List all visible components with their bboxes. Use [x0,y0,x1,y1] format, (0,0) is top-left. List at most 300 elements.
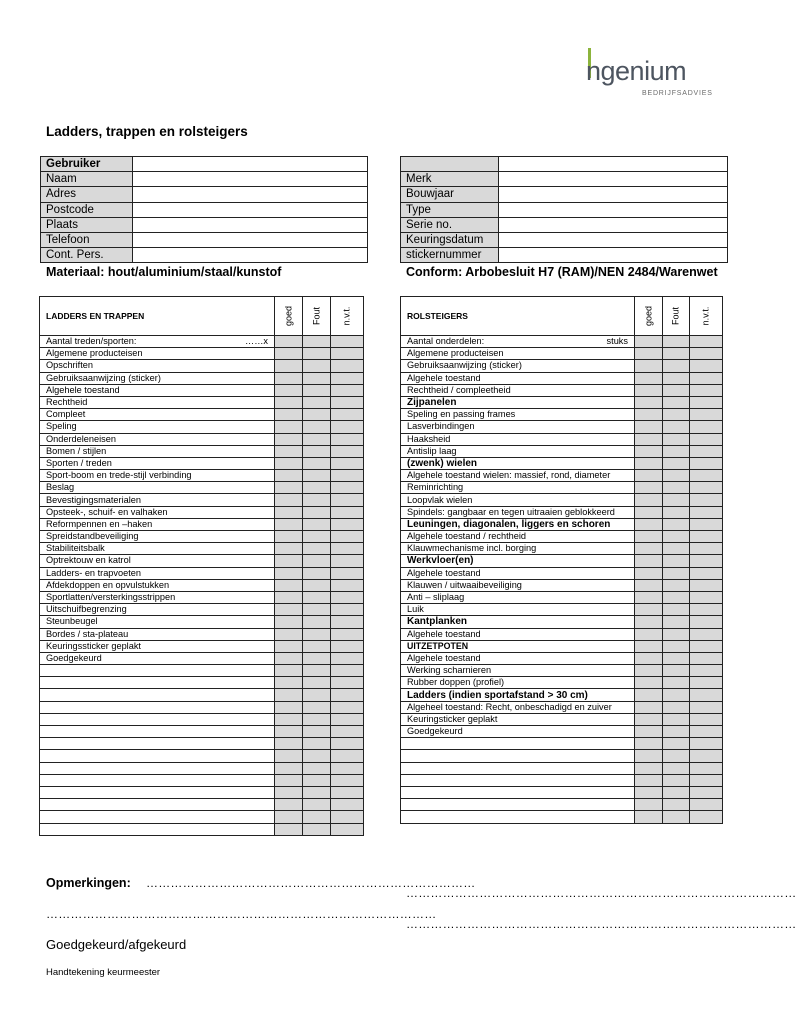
ladders-check-cell-goed[interactable] [275,628,303,640]
ladders-check-cell-goed[interactable] [275,652,303,664]
ladders-check-cell-goed[interactable] [275,713,303,725]
rolsteigers-check-cell-goed[interactable] [635,518,663,530]
rolsteigers-check-cell-Fout[interactable] [663,713,690,725]
rolsteigers-check-cell-goed[interactable] [635,604,663,616]
rolsteigers-check-cell-goed[interactable] [635,457,663,469]
rolsteigers-check-cell-nvt[interactable] [690,518,723,530]
ladders-empty-label-field[interactable] [40,786,275,798]
remarks-label: Opmerkingen: [46,876,131,890]
ladders-check-cell-Fout[interactable] [303,482,331,494]
ladders-check-cell-nvt[interactable] [331,823,364,835]
ladders-check-cell-Fout[interactable] [303,567,331,579]
rolsteigers-check-cell-Fout[interactable] [663,384,690,396]
ladders-empty-label-field[interactable] [40,750,275,762]
rolsteigers-check-cell-nvt[interactable] [690,372,723,384]
rolsteigers-check-cell-Fout[interactable] [663,555,690,567]
rolsteigers-check-cell-Fout[interactable] [663,567,690,579]
rolsteigers-check-cell-Fout[interactable] [663,409,690,421]
rolsteigers-check-cell-Fout[interactable] [663,665,690,677]
ladders-check-cell-nvt[interactable] [331,433,364,445]
ladders-check-cell-nvt[interactable] [331,384,364,396]
ladders-check-cell-goed[interactable] [275,555,303,567]
ladders-check-cell-goed[interactable] [275,433,303,445]
ladders-check-cell-nvt[interactable] [331,665,364,677]
ladders-check-cell-goed[interactable] [275,348,303,360]
ladders-check-cell-Fout[interactable] [303,762,331,774]
ladders-check-cell-nvt[interactable] [331,726,364,738]
rolsteigers-check-cell-nvt[interactable] [690,543,723,555]
ladders-check-cell-Fout[interactable] [303,409,331,421]
rolsteigers-check-cell-Fout[interactable] [663,579,690,591]
ladders-check-cell-nvt[interactable] [331,470,364,482]
ladders-empty-label-field[interactable] [40,713,275,725]
device-info-value-field[interactable] [499,187,728,202]
ladders-check-cell-goed[interactable] [275,579,303,591]
ladders-check-cell-goed[interactable] [275,445,303,457]
rolsteigers-check-cell-Fout[interactable] [663,628,690,640]
ladders-empty-label-field[interactable] [40,774,275,786]
ladders-check-cell-nvt[interactable] [331,689,364,701]
ladders-check-cell-Fout[interactable] [303,445,331,457]
ladders-check-cell-nvt[interactable] [331,799,364,811]
material-line: Materiaal: hout/aluminium/staal/kunstof [46,265,282,279]
ladders-empty-label-field[interactable] [40,823,275,835]
ladders-check-cell-goed[interactable] [275,360,303,372]
rolsteigers-check-cell-Fout[interactable] [663,445,690,457]
rolsteigers-empty-label-field[interactable] [401,762,635,774]
ladders-check-cell-nvt[interactable] [331,421,364,433]
ladders-check-cell-goed[interactable] [275,750,303,762]
ladders-check-cell-Fout[interactable] [303,652,331,664]
ladders-check-cell-goed[interactable] [275,543,303,555]
rolsteigers-check-cell-goed[interactable] [635,726,663,738]
rolsteigers-check-cell-goed[interactable] [635,750,663,762]
ladders-check-cell-Fout[interactable] [303,665,331,677]
rolsteigers-check-cell-goed[interactable] [635,445,663,457]
rolsteigers-check-cell-goed[interactable] [635,677,663,689]
ladders-check-cell-nvt[interactable] [331,701,364,713]
rolsteigers-check-cell-Fout[interactable] [663,726,690,738]
ladders-check-cell-goed[interactable] [275,823,303,835]
ladders-check-cell-nvt[interactable] [331,457,364,469]
ladders-check-cell-goed[interactable] [275,409,303,421]
rolsteigers-check-cell-nvt[interactable] [690,689,723,701]
rolsteigers-check-cell-Fout[interactable] [663,689,690,701]
user-info-value-field[interactable] [133,232,368,247]
ladders-check-cell-Fout[interactable] [303,604,331,616]
ladders-check-cell-goed[interactable] [275,604,303,616]
ladders-check-cell-Fout[interactable] [303,396,331,408]
device-info-heading-value-field[interactable] [499,157,728,172]
ladders-check-cell-nvt[interactable] [331,750,364,762]
rolsteigers-check-cell-goed[interactable] [635,579,663,591]
ladders-check-cell-nvt[interactable] [331,604,364,616]
ladders-check-cell-nvt[interactable] [331,677,364,689]
user-info-value-field[interactable] [133,248,368,263]
ladders-check-cell-goed[interactable] [275,774,303,786]
ladders-check-cell-goed[interactable] [275,665,303,677]
ladders-empty-label-field[interactable] [40,811,275,823]
ladders-check-cell-goed[interactable] [275,738,303,750]
ladders-check-cell-nvt[interactable] [331,811,364,823]
ladders-check-cell-goed[interactable] [275,494,303,506]
rolsteigers-check-cell-nvt[interactable] [690,628,723,640]
rolsteigers-check-cell-Fout[interactable] [663,494,690,506]
rolsteigers-check-cell-nvt[interactable] [690,616,723,628]
rolsteigers-item-label: Werkvloer(en) [401,555,635,567]
ladders-check-cell-nvt[interactable] [331,372,364,384]
ladders-check-cell-Fout[interactable] [303,372,331,384]
rolsteigers-check-cell-nvt[interactable] [690,348,723,360]
rolsteigers-check-cell-Fout[interactable] [663,750,690,762]
rolsteigers-check-cell-goed[interactable] [635,701,663,713]
rolsteigers-check-cell-Fout[interactable] [663,531,690,543]
rolsteigers-check-cell-goed[interactable] [635,348,663,360]
rolsteigers-check-cell-Fout[interactable] [663,518,690,530]
ladders-check-cell-goed[interactable] [275,701,303,713]
rolsteigers-check-cell-goed[interactable] [635,591,663,603]
ladders-check-cell-goed[interactable] [275,762,303,774]
rolsteigers-check-cell-nvt[interactable] [690,677,723,689]
rolsteigers-check-cell-goed[interactable] [635,531,663,543]
user-info-value-field[interactable] [133,217,368,232]
ladders-check-cell-nvt[interactable] [331,762,364,774]
rolsteigers-empty-label-field[interactable] [401,799,635,811]
ladders-check-cell-Fout[interactable] [303,433,331,445]
ladders-check-cell-nvt[interactable] [331,543,364,555]
rolsteigers-check-cell-nvt[interactable] [690,470,723,482]
rolsteigers-check-cell-goed[interactable] [635,567,663,579]
rolsteigers-check-cell-goed[interactable] [635,433,663,445]
rolsteigers-check-cell-goed[interactable] [635,799,663,811]
rolsteigers-check-cell-goed[interactable] [635,494,663,506]
ladders-check-cell-nvt[interactable] [331,713,364,725]
rolsteigers-check-cell-nvt[interactable] [690,409,723,421]
rolsteigers-check-cell-nvt[interactable] [690,579,723,591]
rolsteigers-check-cell-nvt[interactable] [690,701,723,713]
ladders-check-cell-Fout[interactable] [303,640,331,652]
ladders-check-cell-goed[interactable] [275,811,303,823]
ladders-check-cell-nvt[interactable] [331,628,364,640]
ladders-empty-label-field[interactable] [40,701,275,713]
ladders-check-cell-goed[interactable] [275,457,303,469]
ladders-check-cell-Fout[interactable] [303,360,331,372]
rolsteigers-check-cell-goed[interactable] [635,555,663,567]
rolsteigers-check-cell-nvt[interactable] [690,384,723,396]
rolsteigers-check-cell-Fout[interactable] [663,372,690,384]
rolsteigers-check-cell-goed[interactable] [635,384,663,396]
ladders-check-cell-Fout[interactable] [303,811,331,823]
rolsteigers-check-cell-Fout[interactable] [663,774,690,786]
ladders-check-cell-Fout[interactable] [303,470,331,482]
ladders-empty-label-field[interactable] [40,677,275,689]
rolsteigers-check-cell-Fout[interactable] [663,543,690,555]
rolsteigers-check-cell-nvt[interactable] [690,799,723,811]
rolsteigers-check-cell-nvt[interactable] [690,665,723,677]
ladders-check-cell-nvt[interactable] [331,348,364,360]
rolsteigers-check-cell-nvt[interactable] [690,652,723,664]
ladders-check-cell-goed[interactable] [275,518,303,530]
ladders-check-cell-nvt[interactable] [331,616,364,628]
rolsteigers-check-cell-goed[interactable] [635,470,663,482]
ladders-check-cell-Fout[interactable] [303,336,331,348]
rolsteigers-check-cell-Fout[interactable] [663,336,690,348]
rolsteigers-check-cell-goed[interactable] [635,811,663,823]
rolsteigers-check-cell-nvt[interactable] [690,421,723,433]
ladders-item-row [40,591,364,603]
ladders-check-cell-Fout[interactable] [303,750,331,762]
rolsteigers-check-cell-goed[interactable] [635,628,663,640]
ladders-check-cell-nvt[interactable] [331,445,364,457]
rolsteigers-check-cell-Fout[interactable] [663,640,690,652]
ladders-empty-label-field[interactable] [40,665,275,677]
rolsteigers-check-cell-nvt[interactable] [690,506,723,518]
ladders-check-cell-nvt[interactable] [331,555,364,567]
user-info-value-field[interactable] [133,172,368,187]
ladders-check-cell-goed[interactable] [275,591,303,603]
ladders-check-cell-Fout[interactable] [303,591,331,603]
rolsteigers-check-cell-Fout[interactable] [663,652,690,664]
rolsteigers-empty-label-field[interactable] [401,750,635,762]
ladders-empty-label-field[interactable] [40,762,275,774]
ladders-check-cell-goed[interactable] [275,506,303,518]
rolsteigers-check-cell-nvt[interactable] [690,336,723,348]
rolsteigers-check-cell-nvt[interactable] [690,774,723,786]
ladders-check-cell-nvt[interactable] [331,531,364,543]
rolsteigers-check-cell-nvt[interactable] [690,738,723,750]
device-info-value-field[interactable] [499,202,728,217]
rolsteigers-item-row [401,360,723,372]
rolsteigers-check-cell-nvt[interactable] [690,762,723,774]
rolsteigers-check-cell-goed[interactable] [635,336,663,348]
rolsteigers-empty-label-field[interactable] [401,811,635,823]
ladders-check-cell-goed[interactable] [275,384,303,396]
ladders-check-cell-Fout[interactable] [303,506,331,518]
ladders-check-cell-Fout[interactable] [303,774,331,786]
rolsteigers-empty-label-field[interactable] [401,738,635,750]
rolsteigers-check-cell-nvt[interactable] [690,457,723,469]
device-info-value-field[interactable] [499,172,728,187]
ladders-check-cell-nvt[interactable] [331,360,364,372]
rolsteigers-check-cell-goed[interactable] [635,482,663,494]
ladders-check-cell-Fout[interactable] [303,543,331,555]
ladders-check-cell-Fout[interactable] [303,348,331,360]
ladders-check-cell-goed[interactable] [275,689,303,701]
rolsteigers-check-cell-nvt[interactable] [690,750,723,762]
rolsteigers-check-cell-nvt[interactable] [690,811,723,823]
rolsteigers-empty-label-field[interactable] [401,786,635,798]
ladders-check-cell-goed[interactable] [275,470,303,482]
device-info-value-field[interactable] [499,248,728,263]
ladders-check-cell-nvt[interactable] [331,518,364,530]
rolsteigers-check-cell-nvt[interactable] [690,531,723,543]
rolsteigers-check-cell-Fout[interactable] [663,762,690,774]
rolsteigers-check-cell-goed[interactable] [635,665,663,677]
ladders-check-cell-goed[interactable] [275,336,303,348]
rolsteigers-check-cell-goed[interactable] [635,372,663,384]
rolsteigers-check-cell-Fout[interactable] [663,799,690,811]
rolsteigers-item-label: Reminrichting [401,482,635,494]
ladders-check-cell-goed[interactable] [275,786,303,798]
ladders-check-cell-Fout[interactable] [303,689,331,701]
ladders-check-cell-Fout[interactable] [303,494,331,506]
rolsteigers-empty-row [401,762,723,774]
ladders-check-cell-Fout[interactable] [303,786,331,798]
rolsteigers-empty-label-field[interactable] [401,774,635,786]
rolsteigers-check-cell-nvt[interactable] [690,713,723,725]
rolsteigers-check-cell-Fout[interactable] [663,482,690,494]
rolsteigers-check-cell-goed[interactable] [635,396,663,408]
rolsteigers-check-cell-Fout[interactable] [663,421,690,433]
ladders-check-cell-nvt[interactable] [331,506,364,518]
ladders-item-label: Compleet [40,409,275,421]
rolsteigers-check-cell-goed[interactable] [635,506,663,518]
ladders-check-cell-goed[interactable] [275,421,303,433]
rolsteigers-check-cell-Fout[interactable] [663,786,690,798]
rolsteigers-check-cell-nvt[interactable] [690,604,723,616]
ladders-empty-label-field[interactable] [40,799,275,811]
rolsteigers-check-cell-Fout[interactable] [663,604,690,616]
ladders-check-cell-Fout[interactable] [303,823,331,835]
rolsteigers-check-cell-goed[interactable] [635,409,663,421]
device-info-value-field[interactable] [499,232,728,247]
rolsteigers-check-cell-Fout[interactable] [663,433,690,445]
rolsteigers-check-cell-goed[interactable] [635,738,663,750]
rolsteigers-check-cell-nvt[interactable] [690,396,723,408]
user-info-row [41,202,368,217]
ladders-check-cell-nvt[interactable] [331,579,364,591]
ladders-check-cell-Fout[interactable] [303,726,331,738]
ladders-empty-row [40,811,364,823]
ladders-check-cell-goed[interactable] [275,726,303,738]
rolsteigers-check-cell-goed[interactable] [635,652,663,664]
ladders-check-cell-nvt[interactable] [331,567,364,579]
ladders-item-row [40,652,364,664]
ladders-check-cell-nvt[interactable] [331,336,364,348]
rolsteigers-item-row [401,701,723,713]
rolsteigers-check-cell-Fout[interactable] [663,506,690,518]
rolsteigers-check-cell-nvt[interactable] [690,591,723,603]
rolsteigers-item-label: Anti – sliplaag [401,591,635,603]
ladders-item-row [40,531,364,543]
ladders-check-cell-goed[interactable] [275,396,303,408]
rolsteigers-check-cell-goed[interactable] [635,360,663,372]
ladders-check-cell-Fout[interactable] [303,738,331,750]
ladders-check-cell-nvt[interactable] [331,774,364,786]
ladders-check-cell-Fout[interactable] [303,457,331,469]
rolsteigers-check-cell-nvt[interactable] [690,445,723,457]
ladders-check-cell-goed[interactable] [275,616,303,628]
rolsteigers-check-cell-goed[interactable] [635,786,663,798]
rolsteigers-check-cell-Fout[interactable] [663,811,690,823]
rolsteigers-check-cell-Fout[interactable] [663,616,690,628]
ladders-check-cell-goed[interactable] [275,677,303,689]
remarks-line-2: …………………………………………………………………………………… [406,886,796,900]
ladders-item-row [40,482,364,494]
ladders-check-cell-Fout[interactable] [303,421,331,433]
ladders-empty-label-field[interactable] [40,689,275,701]
ladders-item-label: Uitschuifbegrenzing [40,604,275,616]
rolsteigers-check-cell-Fout[interactable] [663,701,690,713]
ladders-check-cell-goed[interactable] [275,372,303,384]
ladders-check-cell-Fout[interactable] [303,579,331,591]
ladders-check-cell-goed[interactable] [275,799,303,811]
rolsteigers-check-cell-goed[interactable] [635,640,663,652]
ladders-check-cell-goed[interactable] [275,640,303,652]
ladders-check-cell-goed[interactable] [275,531,303,543]
rolsteigers-check-cell-goed[interactable] [635,689,663,701]
ladders-check-cell-nvt[interactable] [331,396,364,408]
rolsteigers-check-cell-Fout[interactable] [663,677,690,689]
ladders-empty-label-field[interactable] [40,738,275,750]
rolsteigers-check-cell-nvt[interactable] [690,433,723,445]
ladders-check-cell-goed[interactable] [275,567,303,579]
rolsteigers-check-cell-nvt[interactable] [690,640,723,652]
rolsteigers-check-cell-nvt[interactable] [690,482,723,494]
rolsteigers-check-cell-Fout[interactable] [663,457,690,469]
user-info-heading-value-field[interactable] [133,157,368,172]
ladders-check-cell-Fout[interactable] [303,616,331,628]
rolsteigers-check-cell-Fout[interactable] [663,470,690,482]
ladders-check-cell-goed[interactable] [275,482,303,494]
rolsteigers-check-cell-nvt[interactable] [690,726,723,738]
ladders-check-cell-nvt[interactable] [331,409,364,421]
ladders-check-cell-nvt[interactable] [331,494,364,506]
rolsteigers-item-row [401,384,723,396]
rolsteigers-check-cell-Fout[interactable] [663,738,690,750]
user-info-header-row [41,157,368,172]
ladders-check-cell-nvt[interactable] [331,640,364,652]
rolsteigers-check-cell-Fout[interactable] [663,348,690,360]
rolsteigers-check-cell-nvt[interactable] [690,494,723,506]
ladders-check-cell-Fout[interactable] [303,555,331,567]
user-info-value-field[interactable] [133,187,368,202]
ladders-empty-label-field[interactable] [40,726,275,738]
rolsteigers-check-cell-goed[interactable] [635,713,663,725]
user-info-value-field[interactable] [133,202,368,217]
ladders-check-cell-nvt[interactable] [331,738,364,750]
rolsteigers-check-cell-goed[interactable] [635,762,663,774]
ladders-check-cell-Fout[interactable] [303,713,331,725]
rolsteigers-item-row [401,628,723,640]
rolsteigers-check-cell-nvt[interactable] [690,555,723,567]
company-logo [586,44,716,102]
ladders-check-cell-Fout[interactable] [303,677,331,689]
rolsteigers-check-cell-nvt[interactable] [690,786,723,798]
ladders-check-cell-nvt[interactable] [331,591,364,603]
ladders-check-cell-Fout[interactable] [303,701,331,713]
ladders-check-cell-Fout[interactable] [303,531,331,543]
rolsteigers-check-cell-Fout[interactable] [663,591,690,603]
ladders-check-cell-nvt[interactable] [331,482,364,494]
rolsteigers-check-cell-goed[interactable] [635,774,663,786]
ladders-check-cell-nvt[interactable] [331,652,364,664]
ladders-check-cell-Fout[interactable] [303,799,331,811]
rolsteigers-check-cell-Fout[interactable] [663,396,690,408]
ladders-check-cell-Fout[interactable] [303,384,331,396]
ladders-check-cell-Fout[interactable] [303,628,331,640]
ladders-check-cell-Fout[interactable] [303,518,331,530]
device-info-value-field[interactable] [499,217,728,232]
rolsteigers-check-cell-nvt[interactable] [690,360,723,372]
ladders-check-cell-nvt[interactable] [331,786,364,798]
rolsteigers-item-label: Lasverbindingen [401,421,635,433]
rolsteigers-check-cell-Fout[interactable] [663,360,690,372]
rolsteigers-check-cell-nvt[interactable] [690,567,723,579]
rolsteigers-check-cell-goed[interactable] [635,421,663,433]
rolsteigers-check-cell-goed[interactable] [635,543,663,555]
rolsteigers-check-cell-goed[interactable] [635,616,663,628]
